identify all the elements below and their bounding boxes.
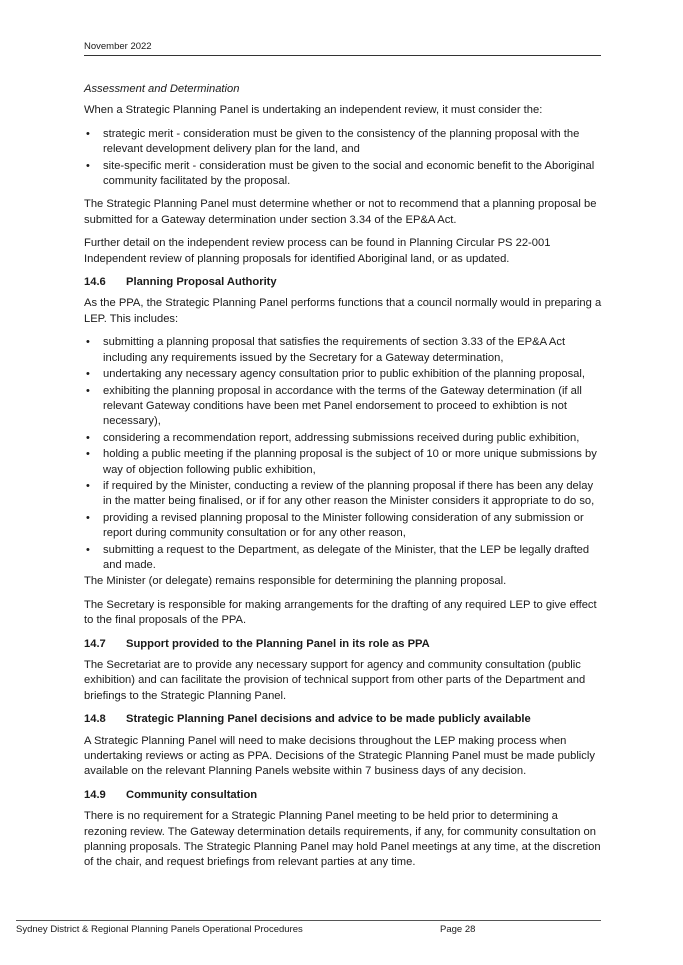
section-title: Strategic Planning Panel decisions and advice to be made publicly available	[126, 713, 531, 726]
list-item-text: holding a public meeting if the planning proposal is the subject of 10 or more unique submissions by way of objection following public exhibition,	[103, 448, 597, 476]
section-title: Community consultation	[126, 788, 258, 801]
assessment-intro: When a Strategic Planning Panel is undertaking an independent review, it must consider the:	[84, 104, 543, 117]
ppa-intro: As the PPA, the Strategic Planning Panel performs functions that a council normally would in preparing a LEP. This includes:	[84, 297, 602, 325]
header-date: November 2022	[84, 41, 152, 52]
list-item-text: exhibiting the planning proposal in accordance with the terms of the Gateway determination (if all relevant Gateway conditions have been met Panel endorsement to proceed to exhibtion is not necessary),	[103, 384, 582, 428]
assessment-paragraph: Further detail on the independent review process can be found in Planning Circular PS 22-001 Independent review of planning proposals for identified Aboriginal land, or as updated.	[84, 237, 551, 265]
assessment-bullet-list	[84, 127, 602, 190]
assessment-heading: Assessment and Determination	[84, 83, 240, 95]
ppa-bullet-list	[84, 335, 602, 573]
assessment-paragraph: The Strategic Planning Panel must determine whether or not to recommend that a planning proposal be submitted for a Gateway determination under section 3.34 of the EP&A Act.	[84, 198, 597, 226]
section-title: Support provided to the Planning Panel in its role as PPA	[126, 637, 430, 650]
list-item	[84, 384, 602, 430]
section-number: 14.7	[84, 637, 106, 650]
section-number: 14.9	[84, 788, 106, 801]
list-item-text: providing a revised planning proposal to the Minister following consideration of any submission or report during community consultation or for any other reason,	[103, 511, 584, 540]
bullet-icon: •	[86, 384, 90, 397]
support-paragraph: The Secretariat are to provide any necessary support for agency and community consultation (public exhibition) and can facilitate the provision of technical support from other parts of the Department and briefings to the Strategic Planning Panel.	[84, 659, 586, 702]
bullet-icon: •	[86, 159, 90, 172]
section-heading-14-6	[84, 275, 602, 290]
page-number: Page 28	[440, 924, 476, 935]
page-content	[84, 82, 602, 879]
section-number: 14.6	[84, 276, 106, 289]
list-item-text: strategic merit - consideration must be given to the consistency of the planning proposal with the relevant development delivery plan for the land, and	[103, 127, 580, 156]
footer-divider	[16, 920, 601, 921]
list-item-text: undertaking any necessary agency consultation prior to public exhibition of the planning proposal,	[103, 368, 585, 381]
list-item-text: considering a recommendation report, addressing submissions received during public exhibition,	[103, 431, 580, 444]
section-title: Planning Proposal Authority	[126, 276, 277, 289]
header-divider	[84, 55, 601, 56]
list-item	[84, 511, 602, 542]
bullet-icon: •	[86, 368, 90, 381]
section-number: 14.8	[84, 713, 106, 726]
list-item-text: if required by the Minister, conducting a review of the planning proposal if there has been any delay in the matter being finalised, or if for any other reason the Minister considers it appropriate to do so,	[103, 479, 595, 508]
list-item	[84, 447, 602, 478]
bullet-icon: •	[86, 479, 90, 492]
list-item	[84, 367, 602, 382]
section-heading-14-8	[84, 712, 602, 727]
ppa-paragraph: The Secretary is responsible for making arrangements for the drafting of any required LEP to give effect to the final proposals of the PPA.	[84, 598, 597, 627]
bullet-icon: •	[86, 511, 90, 524]
consultation-paragraph: There is no requirement for a Strategic Planning Panel meeting to be held prior to determining a rezoning review. The Gateway determination details requirements, if any, for community consultation on planning proposals. The Strategic Planning Panel may hold Panel meetings at any time, at the discretion of the chair, and request briefings from relevant parties at any time.	[84, 810, 601, 869]
list-item-text: submitting a request to the Department, as delegate of the Minister, that the LEP be legally drafted and made.	[103, 543, 590, 571]
ppa-paragraph: The Minister (or delegate) remains responsible for determining the planning proposal.	[84, 575, 507, 588]
section-heading-14-9	[84, 788, 602, 803]
footer-title: Sydney District & Regional Planning Panels Operational Procedures	[16, 924, 303, 935]
list-item-text: site-specific merit - consideration must be given to the social and economic benefit to the Aboriginal community facilitated by the proposal.	[103, 159, 595, 188]
list-item-text: submitting a planning proposal that satisfies the requirements of section 3.33 of the EP&A Act including any requirements issued by the Secretary for a Gateway determination,	[103, 336, 566, 364]
section-heading-14-7	[84, 637, 602, 652]
list-item	[84, 127, 602, 158]
bullet-icon: •	[86, 127, 90, 140]
list-item	[84, 335, 602, 366]
list-item	[84, 479, 602, 510]
bullet-icon: •	[86, 543, 90, 556]
decisions-paragraph: A Strategic Planning Panel will need to make decisions throughout the LEP making process when undertaking reviews or acting as PPA. Decisions of the Strategic Planning Panel must be made publicly available on the relevant Planning Panels website within 7 business days of any decision.	[84, 734, 595, 778]
list-item	[84, 159, 602, 190]
bullet-icon: •	[86, 431, 90, 444]
bullet-icon: •	[86, 448, 90, 461]
list-item	[84, 543, 602, 574]
bullet-icon: •	[86, 336, 90, 349]
list-item	[84, 431, 602, 446]
